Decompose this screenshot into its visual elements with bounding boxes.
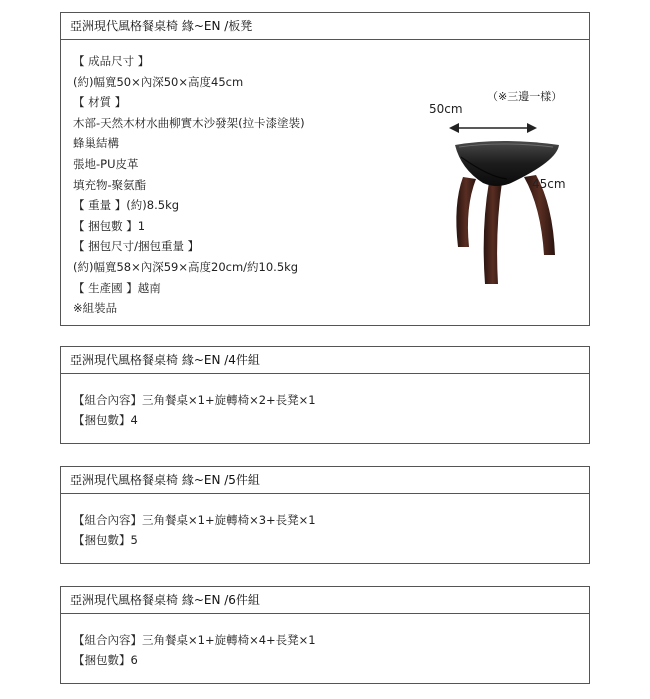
dimension-note: （※三邊一樣） (487, 90, 563, 103)
spec-line: 【組合內容】三角餐桌×1+旋轉椅×4+長凳×1 (73, 633, 316, 647)
spec-line: 【組合內容】三角餐桌×1+旋轉椅×2+長凳×1 (73, 393, 316, 407)
spec-list (61, 494, 589, 550)
spec-line: 【捆包數】5 (73, 533, 138, 547)
spec-line: 【 成品尺寸 】 (73, 54, 150, 68)
spec-line: 【捆包數】4 (73, 413, 138, 427)
spec-line: (約)幅寬58×內深59×高度20cm/約10.5kg (73, 259, 299, 274)
spec-line: 【 重量 】(約)8.5kg (73, 198, 180, 213)
spec-line: (約)幅寬50×內深50×高度45cm (73, 74, 244, 89)
product-spec-box-6-piece (60, 586, 590, 684)
product-spec-box-stool (60, 12, 590, 326)
product-spec-box-4-piece (60, 346, 590, 444)
spec-line: 木部-天然木材水曲柳實木沙發架(拉卡漆塗裝) (73, 115, 305, 130)
spec-line: 【 材質 】 (73, 95, 127, 110)
section-title: 亞洲現代風格餐桌椅 緣~EN /5件組 (61, 467, 589, 494)
spec-line: ※組裝品 (73, 301, 118, 316)
stool-legs (456, 175, 555, 284)
spec-line: 填充物-聚氨酯 (73, 177, 147, 192)
spec-line: 【捆包數】6 (73, 653, 138, 667)
stool-figure (381, 79, 581, 289)
spec-line: 蜂巢結構 (73, 136, 119, 151)
width-arrow (449, 123, 537, 133)
section-title: 亞洲現代風格餐桌椅 緣~EN /6件組 (61, 587, 589, 614)
spec-line: 【組合內容】三角餐桌×1+旋轉椅×3+長凳×1 (73, 513, 316, 527)
section-title: 亞洲現代風格餐桌椅 緣~EN /4件組 (61, 347, 589, 374)
product-spec-box-5-piece (60, 466, 590, 564)
section-title: 亞洲現代風格餐桌椅 緣~EN /板凳 (61, 13, 589, 40)
height-label: 45cm (532, 177, 566, 191)
spec-line: 【 捆包數 】1 (73, 218, 146, 233)
spec-line: 張地-PU皮革 (73, 156, 139, 171)
spec-list (61, 374, 589, 430)
spec-list (61, 614, 589, 670)
spec-line: 【 捆包尺寸/捆包重量 】 (73, 239, 200, 254)
width-label: 50cm (429, 102, 463, 116)
spec-line: 【 生產國 】越南 (73, 280, 161, 295)
